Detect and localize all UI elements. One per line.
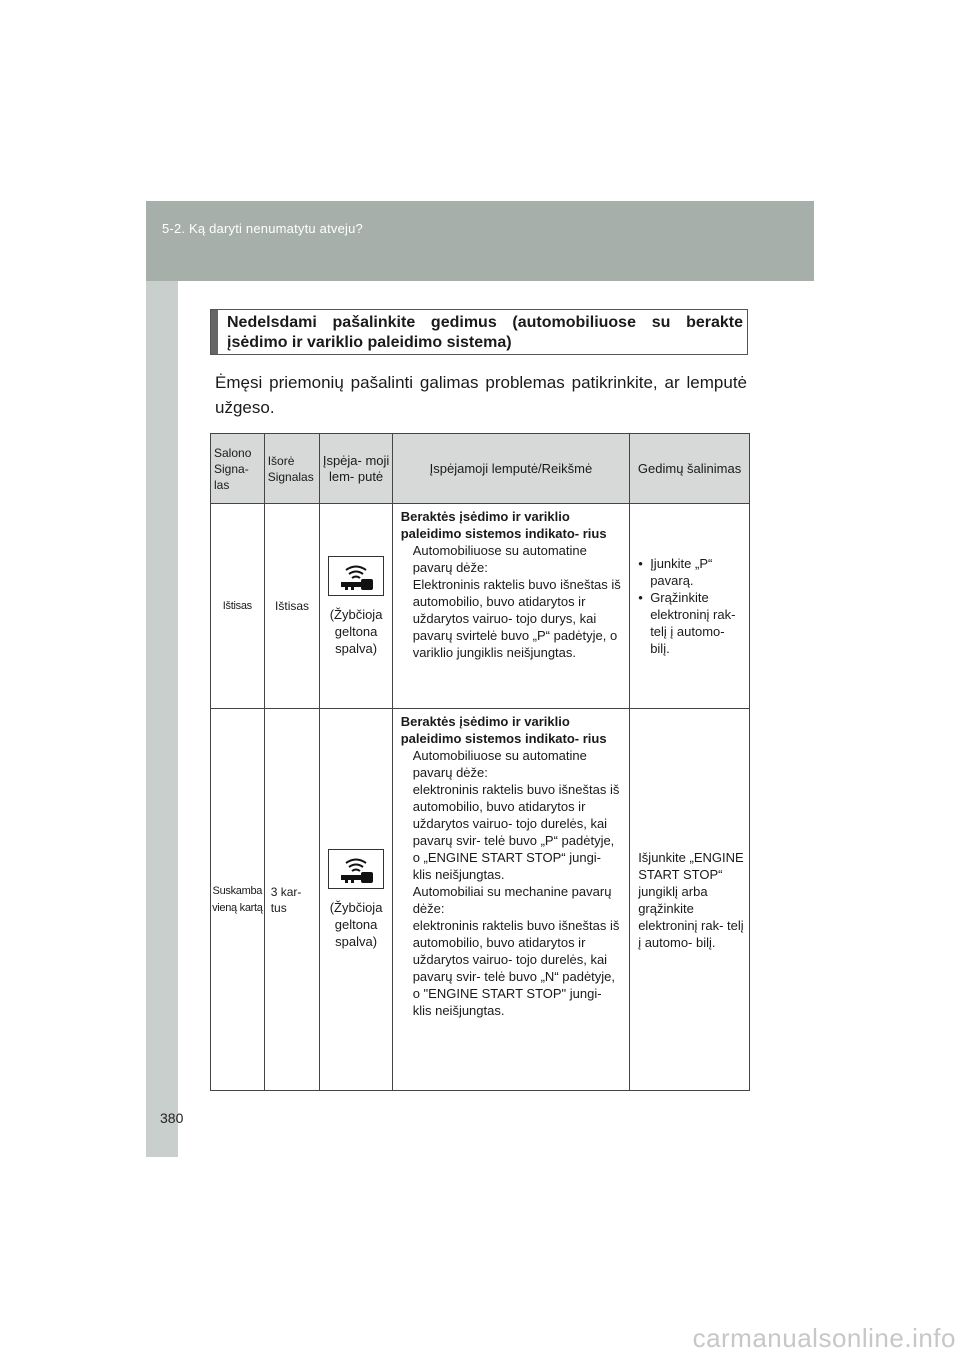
table-header-row bbox=[211, 434, 750, 504]
row1-meaning-line: Automobiliuose su automatine pavarų dėže: bbox=[412, 543, 587, 575]
row1-remedy-item: • Įjunkite „P“ pavarą. bbox=[638, 555, 745, 589]
smart-key-warning-icon bbox=[328, 849, 384, 889]
row2-interior-signal: Suskamba vieną kartą bbox=[211, 709, 265, 1091]
row1-meaning bbox=[392, 504, 629, 709]
row1-remedy bbox=[630, 504, 750, 709]
breadcrumb: 5-2. Ką daryti nenumatytu atveju? bbox=[162, 221, 363, 236]
section-title: Nedelsdami pašalinkite gedimus (automobiliuose su berakte įsėdimo ir variklio paleidimo sistema) bbox=[227, 314, 743, 351]
row1-lamp-caption: (Žybčioja geltona spalva) bbox=[329, 606, 383, 656]
row2-meaning-line: elektroninis raktelis buvo išneštas iš automobilio, buvo atidarytos ir uždarytos vairuo- tojo durelės, kai pavarų svir- telė buvo „N“ padėtyje, o "ENGINE START STOP" jungi- klis neišjungtas. bbox=[412, 918, 620, 1018]
row2-remedy: Išjunkite „ENGINE START STOP“ jungiklį arba grąžinkite elektroninį rak- telį į automo- bilį. bbox=[630, 709, 750, 1091]
row2-meaning-line: Automobiliuose su automatine pavarų dėže: bbox=[412, 748, 587, 780]
side-band bbox=[146, 281, 178, 1157]
header-band bbox=[146, 201, 814, 281]
row2-meaning bbox=[392, 709, 629, 1091]
row2-exterior-signal: 3 kar- tus bbox=[264, 709, 320, 1091]
row1-meaning-title: Beraktės įsėdimo ir variklio paleidimo sistemos indikato- rius bbox=[400, 509, 607, 541]
smart-key-warning-icon bbox=[328, 556, 384, 596]
header-warning-lamp: Įspėja- moji lem- putė bbox=[320, 434, 392, 504]
row1-meaning-line: Elektroninis raktelis buvo išneštas iš automobilio, buvo atidarytos ir uždarytos vairuo- tojo durys, kai pavarų svirtelė buvo „P“ padėtyje, o variklio jungiklis neišjungtas. bbox=[412, 577, 621, 660]
section-heading-box bbox=[210, 309, 748, 355]
row2-lamp-caption: (Žybčioja geltona spalva) bbox=[329, 900, 383, 949]
row1-interior-signal: Ištisas bbox=[211, 504, 265, 709]
warning-table bbox=[210, 433, 750, 1091]
row1-remedy-list bbox=[638, 555, 745, 657]
row2-warning-lamp bbox=[320, 709, 392, 1091]
table-row bbox=[211, 709, 750, 1091]
table-row bbox=[211, 504, 750, 709]
header-remedy: Gedimų šalinimas bbox=[630, 434, 750, 504]
header-exterior-signal: Išorė Signalas bbox=[264, 434, 320, 504]
row2-meaning-line: elektroninis raktelis buvo išneštas iš automobilio, buvo atidarytos ir uždarytos vairuo- tojo durelės, kai pavarų svir- telė buvo „P“ padėtyje, o „ENGINE START STOP“ jungi- klis neišjungtas. bbox=[412, 782, 620, 882]
watermark-logo: carmanualsonline.info bbox=[692, 1323, 956, 1353]
intro-paragraph: Ėmęsi priemonių pašalinti galimas problemas patikrinkite, ar lemputė užgeso. bbox=[215, 373, 747, 417]
row1-exterior-signal: Ištisas bbox=[264, 504, 320, 709]
row2-meaning-title: Beraktės įsėdimo ir variklio paleidimo sistemos indikato- rius bbox=[400, 714, 607, 746]
row2-meaning-line: Automobiliai su mechanine pavarų dėže: bbox=[412, 884, 612, 916]
section-heading-bar bbox=[211, 310, 218, 354]
row1-remedy-item: • Grąžinkite elektroninį rak- telį į automo- bilį. bbox=[638, 589, 745, 657]
header-interior-signal: Salono Signa- las bbox=[211, 434, 265, 504]
header-meaning: Įspėjamoji lemputė/Reikšmė bbox=[392, 434, 629, 504]
page-number: 380 bbox=[160, 1110, 184, 1126]
row1-warning-lamp bbox=[320, 504, 392, 709]
